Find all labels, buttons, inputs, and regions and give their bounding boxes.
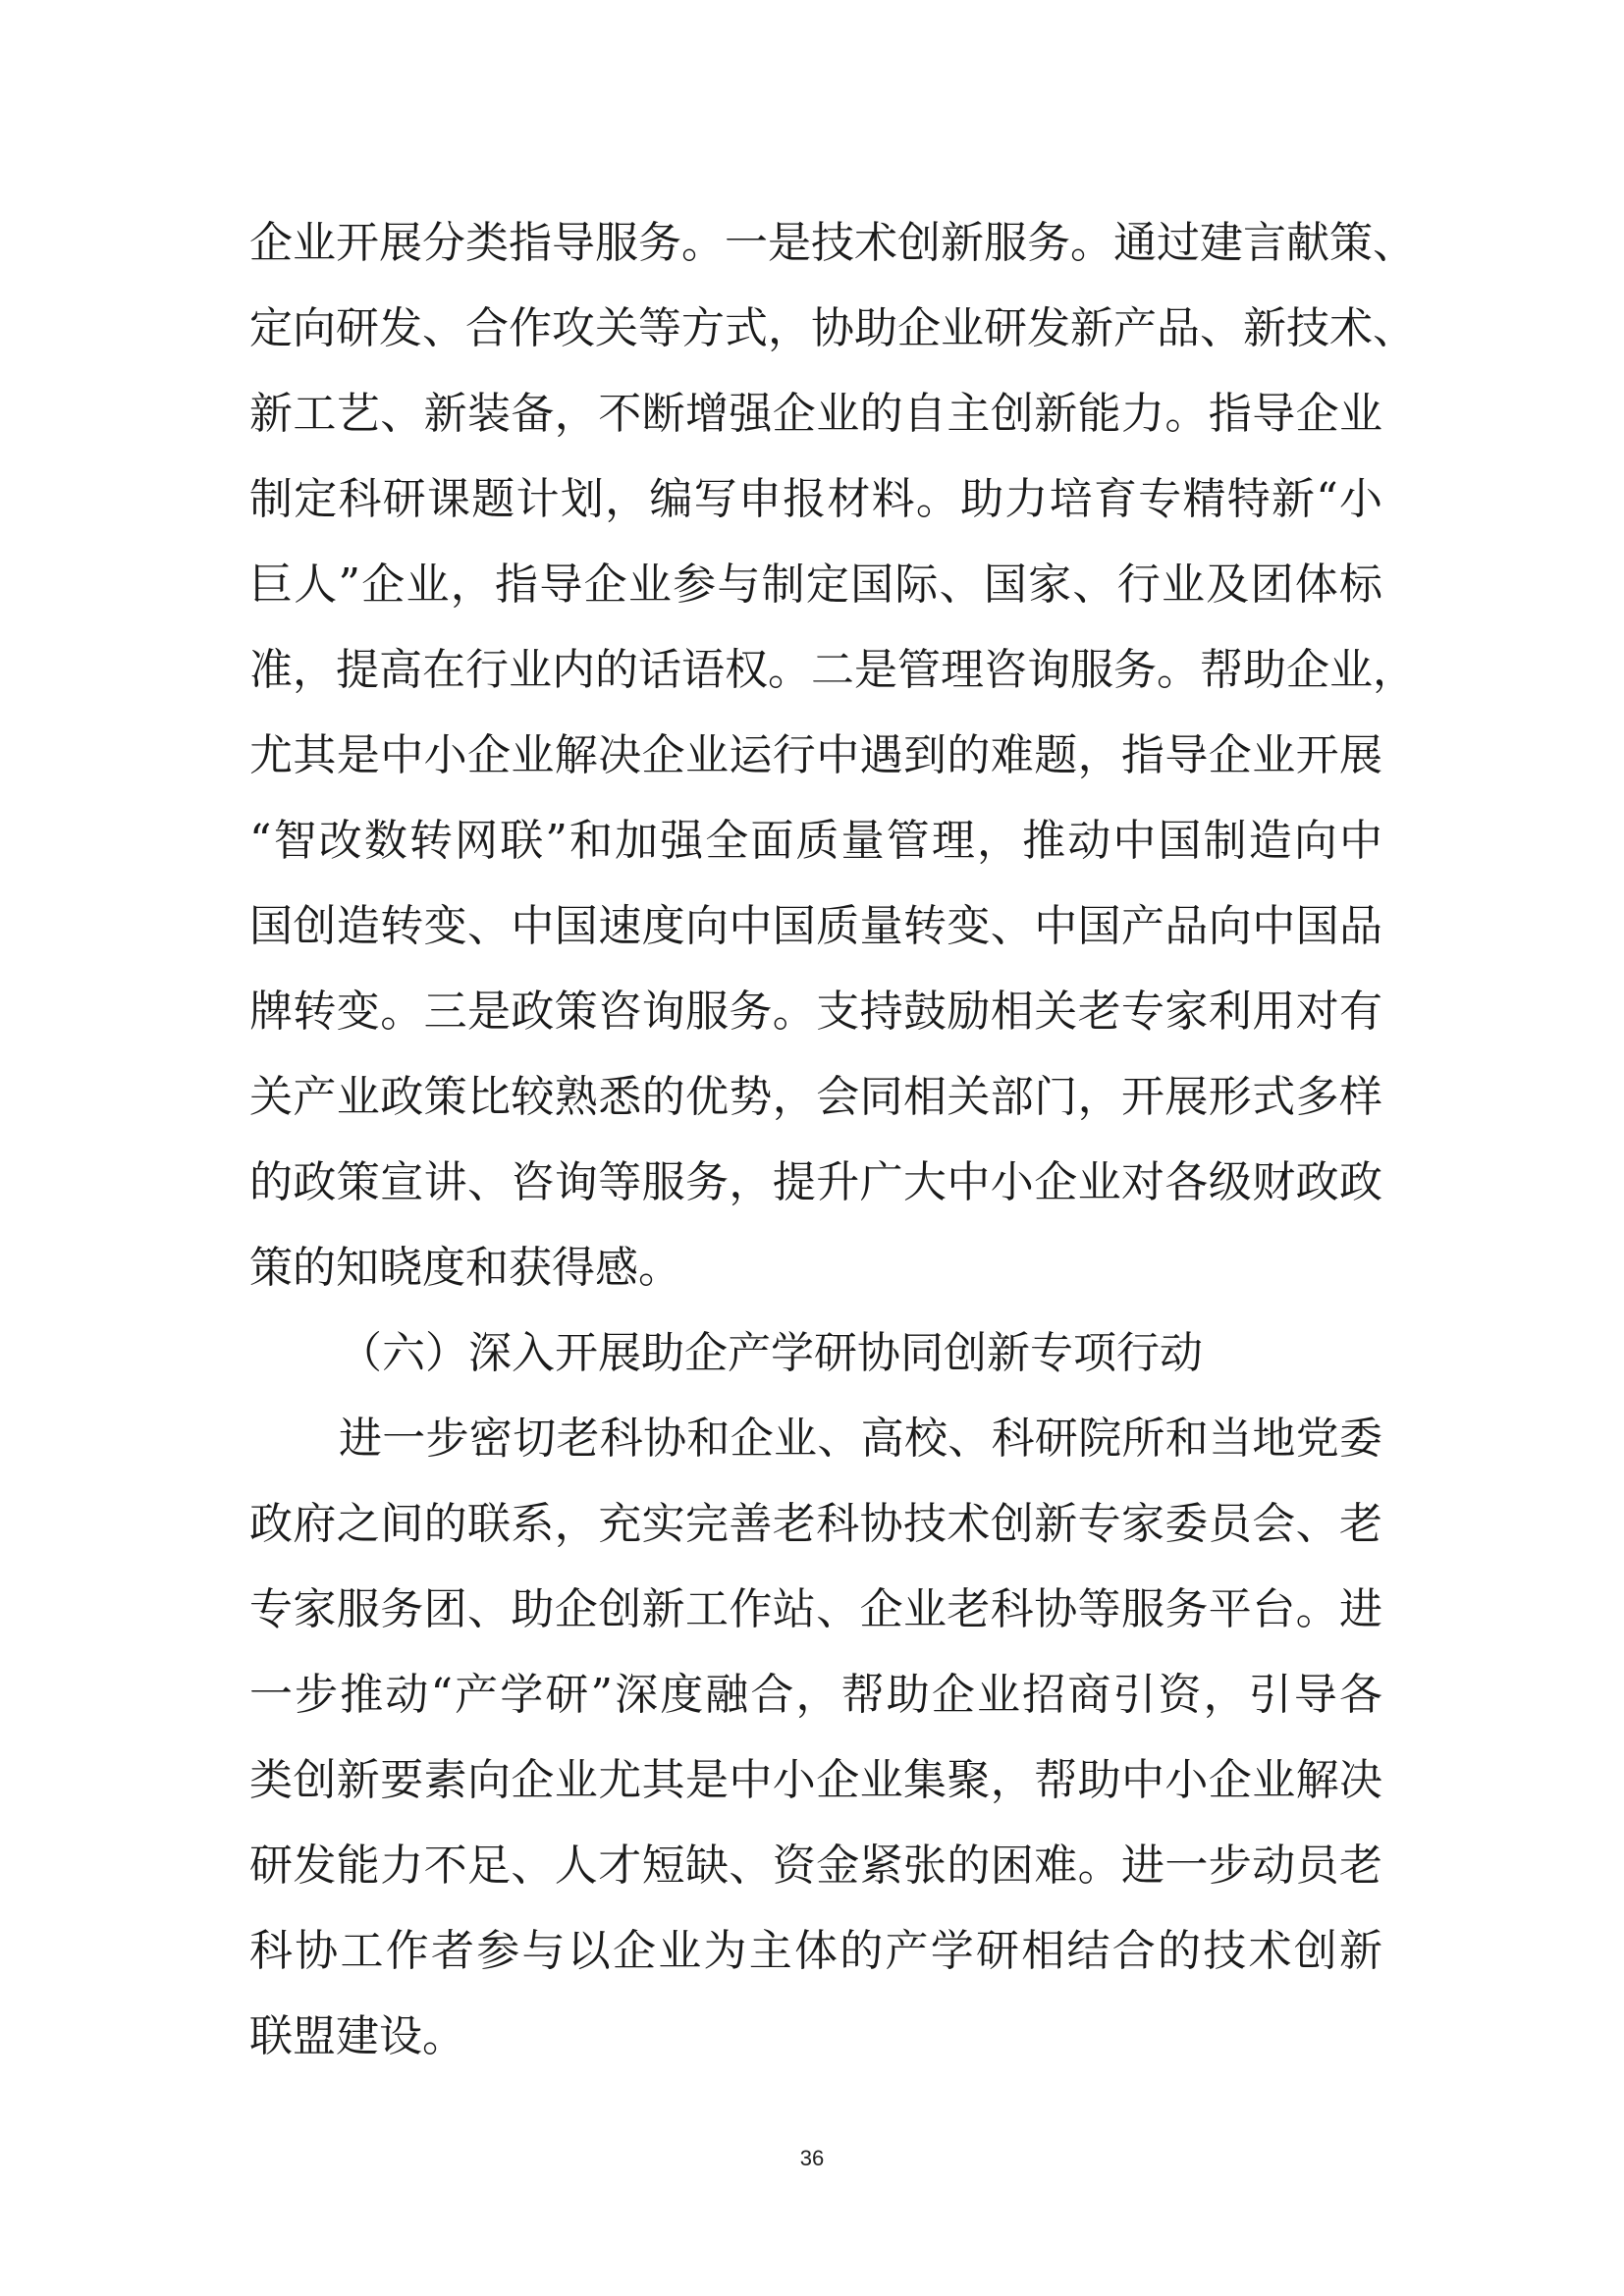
paragraph-1-line-10: 牌转变。三是政策咨询服务。支持鼓励相关老专家利用对有 [249,987,1382,1037]
paragraph-1-line-13: 策的知晓度和获得感。 [249,1243,681,1293]
paragraph-1-line-4: 制定科研课题计划，编写申报材料。助力培育专精特新“小 [249,474,1382,524]
paragraph-1-line-8: “智改数转网联”和加强全面质量管理，推动中国制造向中 [249,816,1382,866]
paragraph-1-line-1: 企业开展分类指导服务。一是技术创新服务。通过建言献策、 [249,218,1416,268]
paragraph-2-line-2: 政府之间的联系，充实完善老科协技术创新专家委员会、老 [249,1499,1382,1549]
paragraph-1-line-7: 尤其是中小企业解决企业运行中遇到的难题，指导企业开展 [249,730,1382,780]
page-number: 36 [799,2146,825,2170]
paragraph-2-line-7: 科协工作者参与以企业为主体的产学研相结合的技术创新 [249,1926,1382,1976]
paragraph-2-line-6: 研发能力不足、人才短缺、资金紧张的困难。进一步动员老 [249,1841,1382,1891]
paragraph-1-line-3: 新工艺、新装备，不断增强企业的自主创新能力。指导企业 [249,389,1382,439]
paragraph-1-line-12: 的政策宣讲、咨询等服务，提升广大中小企业对各级财政政 [249,1157,1382,1207]
section-heading: （六）深入开展助企产学研协同创新专项行动 [339,1328,1203,1378]
paragraph-1-line-2: 定向研发、合作攻关等方式，协助企业研发新产品、新技术、 [249,303,1416,353]
paragraph-1-line-11: 关产业政策比较熟悉的优势，会同相关部门，开展形式多样 [249,1072,1382,1122]
paragraph-1-line-9: 国创造转变、中国速度向中国质量转变、中国产品向中国品 [249,901,1382,951]
paragraph-1-line-6: 准，提高在行业内的话语权。二是管理咨询服务。帮助企业， [249,645,1416,695]
paragraph-1-line-5: 巨人”企业，指导企业参与制定国际、国家、行业及团体标 [249,560,1382,610]
paragraph-2-line-4: 一步推动“产学研”深度融合，帮助企业招商引资，引导各 [249,1670,1382,1720]
paragraph-2-line-5: 类创新要素向企业尤其是中小企业集聚，帮助中小企业解决 [249,1755,1382,1805]
paragraph-2-line-8: 联盟建设。 [249,2011,465,2061]
paragraph-2-line-3: 专家服务团、助企创新工作站、企业老科协等服务平台。进 [249,1584,1382,1634]
paragraph-2-line-1: 进一步密切老科协和企业、高校、科研院所和当地党委 [339,1414,1382,1464]
